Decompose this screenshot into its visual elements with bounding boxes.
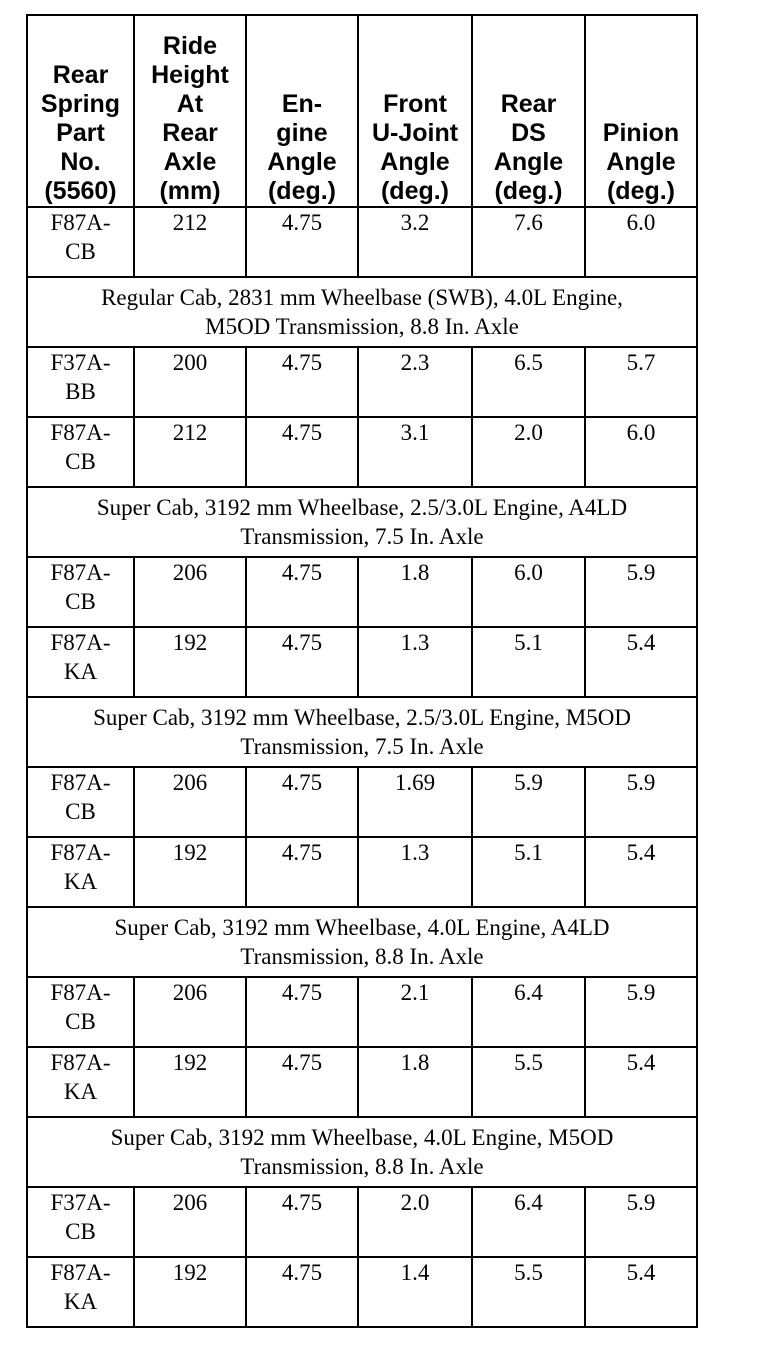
header-line: Ride bbox=[162, 32, 218, 60]
rear-ds-angle-cell: 6.5 bbox=[472, 347, 585, 417]
header-line: Pinion bbox=[602, 119, 680, 147]
pinion-angle-cell: 5.4 bbox=[585, 627, 697, 697]
rear-ds-angle-cell: 5.1 bbox=[472, 627, 585, 697]
engine-angle-cell: 4.75 bbox=[246, 767, 358, 837]
part-number-line: CB bbox=[65, 1009, 96, 1034]
front-ujoint-angle-cell: 1.8 bbox=[358, 557, 472, 627]
header-line: Rear bbox=[500, 90, 557, 118]
front-ujoint-angle-cell: 1.3 bbox=[358, 837, 472, 907]
pinion-angle-cell: 5.9 bbox=[585, 557, 697, 627]
part-number-line: KA bbox=[63, 869, 98, 894]
engine-angle-cell: 4.75 bbox=[246, 1257, 358, 1327]
configuration-line: M5OD Transmission, 8.8 In. Axle bbox=[205, 314, 519, 339]
header-line: At bbox=[176, 90, 204, 118]
part-number-cell bbox=[27, 1047, 134, 1117]
engine-angle-cell: 4.75 bbox=[246, 347, 358, 417]
ride-height-cell: 192 bbox=[134, 837, 246, 907]
header-line: En- bbox=[281, 90, 323, 118]
ride-height-cell: 200 bbox=[134, 347, 246, 417]
table-row bbox=[27, 1187, 697, 1257]
configuration-label bbox=[27, 1117, 697, 1187]
group-row bbox=[27, 487, 697, 557]
rear-ds-angle-cell: 5.5 bbox=[472, 1257, 585, 1327]
group-row bbox=[27, 277, 697, 347]
front-ujoint-angle-cell: 1.3 bbox=[358, 627, 472, 697]
table-row bbox=[27, 207, 697, 277]
rear-ds-angle-cell: 6.4 bbox=[472, 1187, 585, 1257]
header-row bbox=[27, 15, 697, 207]
part-number-line: F87A- bbox=[50, 1260, 111, 1285]
ride-height-cell: 206 bbox=[134, 767, 246, 837]
part-number-line: F87A- bbox=[50, 840, 111, 865]
part-number-line: KA bbox=[63, 659, 98, 684]
engine-angle-cell: 4.75 bbox=[246, 417, 358, 487]
engine-angle-cell: 4.75 bbox=[246, 837, 358, 907]
part-number-line: CB bbox=[65, 1219, 96, 1244]
part-number-line: KA bbox=[63, 1079, 98, 1104]
table-row bbox=[27, 557, 697, 627]
table-row bbox=[27, 1047, 697, 1117]
pinion-angle-cell: 5.4 bbox=[585, 1047, 697, 1117]
front-ujoint-angle-cell: 1.4 bbox=[358, 1257, 472, 1327]
pinion-angle-cell: 5.4 bbox=[585, 837, 697, 907]
part-number-line: F87A- bbox=[50, 770, 111, 795]
group-row bbox=[27, 1117, 697, 1187]
front-ujoint-angle-cell: 3.1 bbox=[358, 417, 472, 487]
header-part-number bbox=[27, 15, 134, 207]
rear-ds-angle-cell: 7.6 bbox=[472, 207, 585, 277]
configuration-line: Transmission, 8.8 In. Axle bbox=[240, 1154, 484, 1179]
header-line: gine bbox=[276, 119, 328, 147]
table-body bbox=[27, 207, 697, 1327]
part-number-cell bbox=[27, 627, 134, 697]
part-number-line: BB bbox=[65, 379, 96, 404]
part-number-line: F37A- bbox=[50, 1190, 111, 1215]
table-row bbox=[27, 347, 697, 417]
part-number-line: F87A- bbox=[50, 1050, 111, 1075]
pinion-angle-cell: 5.9 bbox=[585, 1187, 697, 1257]
ride-height-cell: 206 bbox=[134, 1187, 246, 1257]
header-line: DS bbox=[511, 119, 546, 147]
part-number-cell bbox=[27, 347, 134, 417]
header-line: Angle bbox=[267, 148, 337, 176]
table-row bbox=[27, 837, 697, 907]
front-ujoint-angle-cell: 2.3 bbox=[358, 347, 472, 417]
header-line: (5560) bbox=[44, 177, 117, 205]
pinion-angle-cell: 6.0 bbox=[585, 207, 697, 277]
header-rear-ds-angle bbox=[472, 15, 585, 207]
header-line: Rear bbox=[52, 61, 109, 89]
rear-ds-angle-cell: 6.4 bbox=[472, 977, 585, 1047]
header-line: (deg.) bbox=[606, 177, 676, 205]
part-number-cell bbox=[27, 1257, 134, 1327]
header-engine-angle bbox=[246, 15, 358, 207]
part-number-line: KA bbox=[63, 1289, 98, 1314]
header-ride-height bbox=[134, 15, 246, 207]
ride-height-cell: 206 bbox=[134, 977, 246, 1047]
configuration-line: Regular Cab, 2831 mm Wheelbase (SWB), 4.0L Engine, bbox=[101, 285, 623, 310]
ride-height-cell: 212 bbox=[134, 417, 246, 487]
front-ujoint-angle-cell: 2.0 bbox=[358, 1187, 472, 1257]
engine-angle-cell: 4.75 bbox=[246, 1047, 358, 1117]
header-line: Front bbox=[383, 90, 447, 118]
part-number-cell bbox=[27, 207, 134, 277]
header-line: No. bbox=[60, 148, 101, 176]
ride-height-cell: 212 bbox=[134, 207, 246, 277]
header-line: Angle bbox=[606, 148, 676, 176]
configuration-label bbox=[27, 487, 697, 557]
configuration-line: Super Cab, 3192 mm Wheelbase, 4.0L Engine, A4LD bbox=[114, 915, 610, 940]
header-line: Angle bbox=[380, 148, 450, 176]
header-line: Angle bbox=[493, 148, 564, 176]
header-line: (deg.) bbox=[380, 177, 450, 205]
header-line: (deg.) bbox=[267, 177, 337, 205]
driveline-angle-table bbox=[26, 14, 698, 1328]
table-row bbox=[27, 417, 697, 487]
rear-ds-angle-cell: 2.0 bbox=[472, 417, 585, 487]
part-number-line: CB bbox=[65, 239, 96, 264]
front-ujoint-angle-cell: 2.1 bbox=[358, 977, 472, 1047]
front-ujoint-angle-cell: 1.69 bbox=[358, 767, 472, 837]
engine-angle-cell: 4.75 bbox=[246, 557, 358, 627]
pinion-angle-cell: 6.0 bbox=[585, 417, 697, 487]
part-number-line: F87A- bbox=[50, 980, 111, 1005]
configuration-line: Transmission, 7.5 In. Axle bbox=[240, 524, 484, 549]
engine-angle-cell: 4.75 bbox=[246, 207, 358, 277]
part-number-line: F87A- bbox=[50, 210, 111, 235]
configuration-label bbox=[27, 907, 697, 977]
header-line: Spring bbox=[40, 90, 121, 118]
header-line: (mm) bbox=[159, 177, 221, 205]
header-line: U-Joint bbox=[371, 119, 459, 147]
rear-ds-angle-cell: 6.0 bbox=[472, 557, 585, 627]
front-ujoint-angle-cell: 1.8 bbox=[358, 1047, 472, 1117]
table-row bbox=[27, 977, 697, 1047]
part-number-line: CB bbox=[65, 449, 96, 474]
part-number-cell bbox=[27, 557, 134, 627]
engine-angle-cell: 4.75 bbox=[246, 627, 358, 697]
rear-ds-angle-cell: 5.1 bbox=[472, 837, 585, 907]
configuration-line: Super Cab, 3192 mm Wheelbase, 2.5/3.0L Engine, M5OD bbox=[93, 705, 631, 730]
part-number-line: F37A- bbox=[50, 350, 111, 375]
configuration-line: Super Cab, 3192 mm Wheelbase, 2.5/3.0L Engine, A4LD bbox=[96, 495, 628, 520]
header-line: Part bbox=[56, 119, 105, 147]
configuration-line: Super Cab, 3192 mm Wheelbase, 4.0L Engine, M5OD bbox=[110, 1125, 614, 1150]
header-line: Axle bbox=[163, 148, 217, 176]
group-row bbox=[27, 907, 697, 977]
part-number-cell bbox=[27, 977, 134, 1047]
configuration-label bbox=[27, 697, 697, 767]
pinion-angle-cell: 5.4 bbox=[585, 1257, 697, 1327]
rear-ds-angle-cell: 5.5 bbox=[472, 1047, 585, 1117]
part-number-line: F87A- bbox=[50, 630, 111, 655]
pinion-angle-cell: 5.9 bbox=[585, 767, 697, 837]
header-line: (deg.) bbox=[494, 177, 563, 205]
pinion-angle-cell: 5.7 bbox=[585, 347, 697, 417]
ride-height-cell: 192 bbox=[134, 627, 246, 697]
part-number-cell bbox=[27, 837, 134, 907]
rear-ds-angle-cell: 5.9 bbox=[472, 767, 585, 837]
header-pinion-angle bbox=[585, 15, 697, 207]
ride-height-cell: 206 bbox=[134, 557, 246, 627]
part-number-cell bbox=[27, 417, 134, 487]
part-number-cell bbox=[27, 767, 134, 837]
table-row bbox=[27, 1257, 697, 1327]
part-number-line: F87A- bbox=[50, 420, 111, 445]
part-number-line: F87A- bbox=[50, 560, 111, 585]
group-row bbox=[27, 697, 697, 767]
configuration-line: Transmission, 7.5 In. Axle bbox=[240, 734, 484, 759]
configuration-line: Transmission, 8.8 In. Axle bbox=[240, 944, 484, 969]
part-number-line: CB bbox=[65, 589, 96, 614]
table-row bbox=[27, 627, 697, 697]
engine-angle-cell: 4.75 bbox=[246, 977, 358, 1047]
pinion-angle-cell: 5.9 bbox=[585, 977, 697, 1047]
front-ujoint-angle-cell: 3.2 bbox=[358, 207, 472, 277]
part-number-line: CB bbox=[65, 799, 96, 824]
header-front-ujoint-angle bbox=[358, 15, 472, 207]
part-number-cell bbox=[27, 1187, 134, 1257]
ride-height-cell: 192 bbox=[134, 1257, 246, 1327]
table-row bbox=[27, 767, 697, 837]
configuration-label bbox=[27, 277, 697, 347]
header-line: Rear bbox=[162, 119, 218, 147]
header-line: Height bbox=[151, 61, 229, 89]
ride-height-cell: 192 bbox=[134, 1047, 246, 1117]
engine-angle-cell: 4.75 bbox=[246, 1187, 358, 1257]
